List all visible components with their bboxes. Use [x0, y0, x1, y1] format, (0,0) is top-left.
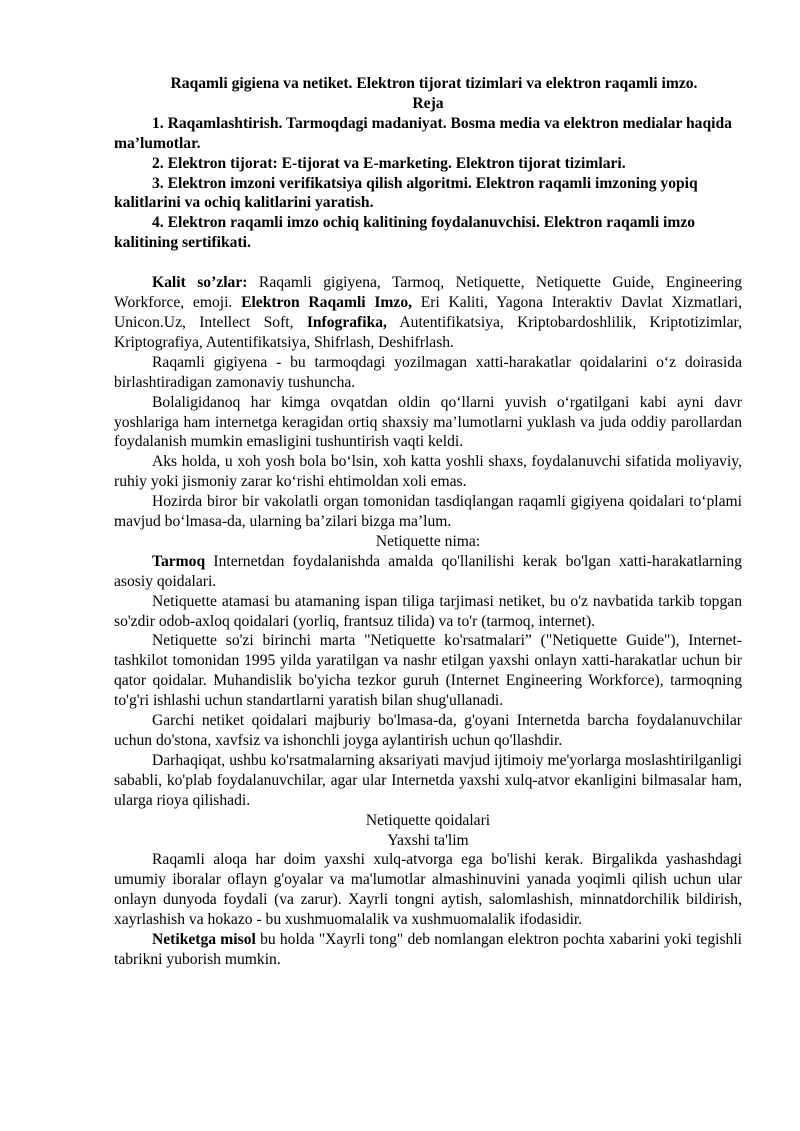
document-page	[114, 74, 742, 970]
paragraph-1: Raqamli gigiyena - bu tarmoqdagi yozilmagan xatti-harakatlar qoidalarini o‘z doirasida birlashtiradigan zamonaviy tushuncha.	[114, 353, 742, 391]
section-heading-education: Yaxshi ta'lim	[387, 831, 469, 849]
paragraph-4: Hozirda biror bir vakolatli organ tomonidan tasdiqlangan raqamli gigiyena qoidalari to‘plami mavjud bo‘lmasa-da, ularning ba’zilari bizga ma’lum.	[114, 493, 742, 531]
spacer	[114, 253, 742, 273]
keywords-bold-2: Infografika,	[306, 313, 387, 331]
section-heading-netiquette: Netiquette nima:	[375, 532, 481, 550]
paragraph-11-text: bu holda "Xayrli tong" deb nomlangan elektron pochta xabarini yoki tegishli tabrikni yuborish mumkin.	[114, 931, 742, 968]
paragraph-7: Netiquette so'zi birinchi marta "Netiquette ko'rsatmalari” ("Netiquette Guide"), Internet-tashkilot tomonidan 1995 yilda yaratilgan va nashr etilgan yaxshi onlayn xatti-harakatlar uchun bir qator qoidalar. Muhandislik bo'yicha tezkor guruh (Internet Engineering Workforce), tarmoqning to'g'ri ishlashi uchun standartlarni yaratish bilan shug'ullanadi.	[114, 632, 742, 710]
plan-heading: Reja	[412, 94, 444, 112]
section-heading-rules: Netiquette qoidalari	[365, 811, 491, 829]
paragraph-5-text: Internetdan foydalanishda amalda qo'llanilishi kerak bo'lgan xatti-harakatlarning asosiy qoidalari.	[114, 552, 742, 590]
keywords-text-1: Raqamli gigiyena, Tarmoq, Netiquette, Netiquette Guide, Engineering Workforce, emoji.	[114, 274, 742, 312]
paragraph-11-bold: Netiketga misol	[152, 931, 256, 949]
plan-item-2: 2. Elektron tijorat: E-tijorat va E-marketing. Elektron tijorat tizimlari.	[152, 154, 626, 172]
paragraph-3: Aks holda, u xoh yosh bola bo‘lsin, xoh katta yoshli shaxs, foydalanuvchi sifatida moliyaviy, ruhiy yoki jismoniy zarar ko‘rishi ehtimoldan xoli emas.	[114, 453, 742, 491]
keywords-text-3: Autentifikatsiya, Kriptobardoshlilik, Kriptotizimlar, Kriptografiya, Autentifikatsiya, Shifrlash, Deshifrlash.	[114, 313, 742, 351]
paragraph-2: Bolaligidanoq har kimga ovqatdan oldin qo‘llarni yuvish o‘rgatilgani kabi ayni davr yoshlariga ham internetga keragidan ortiq shaxsiy ma’lumotlarni yuklash va juda oddiy parollardan foydalanish mumkin emasligini tushuntirish vaqti keldi.	[114, 393, 742, 451]
paragraph-10: Raqamli aloqa har doim yaxshi xulq-atvorga ega bo'lishi kerak. Birgalikda yashashdagi umumiy iboralar oflayn g'oyalar va ma'lumotlar almashinuvini yanada yoqimli qilish uchun ular onlayn dunyoda foydali (va zarur). Xayrli tongni aytish, salomlashish, minnatdorchilik bildirish, xayrlashish va hokazo - bu xushmuomalalik va xushmuomalalik ifodasidir.	[114, 851, 742, 929]
keywords-bold-1: Elektron Raqamli Imzo,	[241, 294, 413, 312]
plan-item-3: 3. Elektron imzoni verifikatsiya qilish algoritmi. Elektron raqamli imzoning yopiq kalitlarini va ochiq kalitlarini yaratish.	[114, 174, 698, 212]
paragraph-5-bold: Tarmoq	[152, 552, 206, 570]
paragraph-6: Netiquette atamasi bu atamaning ispan tiliga tarjimasi netiket, bu o'z navbatida tarkib topgan so'zdir odob-axloq qoidalari (yorliq, frantsuz tilida) va to'r (tarmoq, internet).	[114, 592, 742, 630]
keywords-paragraph	[114, 273, 742, 353]
plan-item-4: 4. Elektron raqamli imzo ochiq kalitining foydalanuvchisi. Elektron raqamli imzo kalitining sertifikati.	[114, 214, 696, 252]
paragraph-9: Darhaqiqat, ushbu ko'rsatmalarning aksariyati mavjud ijtimoiy me'yorlarga moslashtirilganligi sababli, ko'plab foydalanuvchilar, agar ular Internetda yaxshi xulq-atvor ekanligini bilmasalar ham, ularga rioya qilishadi.	[114, 751, 742, 809]
plan-item-1: 1. Raqamlashtirish. Tarmoqdagi madaniyat. Bosma media va elektron medialar haqida ma’lumotlar.	[114, 114, 732, 152]
paragraph-8: Garchi netiket qoidalari majburiy bo'lmasa-da, g'oyani Internetda barcha foydalanuvchilar uchun do'stona, xavfsiz va ishonchli joyga aylantirish uchun qo'llashdir.	[114, 712, 742, 749]
keywords-text-2: Eri Kaliti, Yagona Interaktiv Davlat Xizmatlari, Unicon.Uz, Intellect Soft,	[114, 294, 742, 331]
document-title: Raqamli gigiena va netiket. Elektron tijorat tizimlari va elektron raqamli imzo.	[170, 75, 698, 92]
keywords-label: Kalit so’zlar:	[152, 274, 248, 292]
paragraph-11	[114, 930, 742, 970]
paragraph-5	[114, 552, 742, 592]
